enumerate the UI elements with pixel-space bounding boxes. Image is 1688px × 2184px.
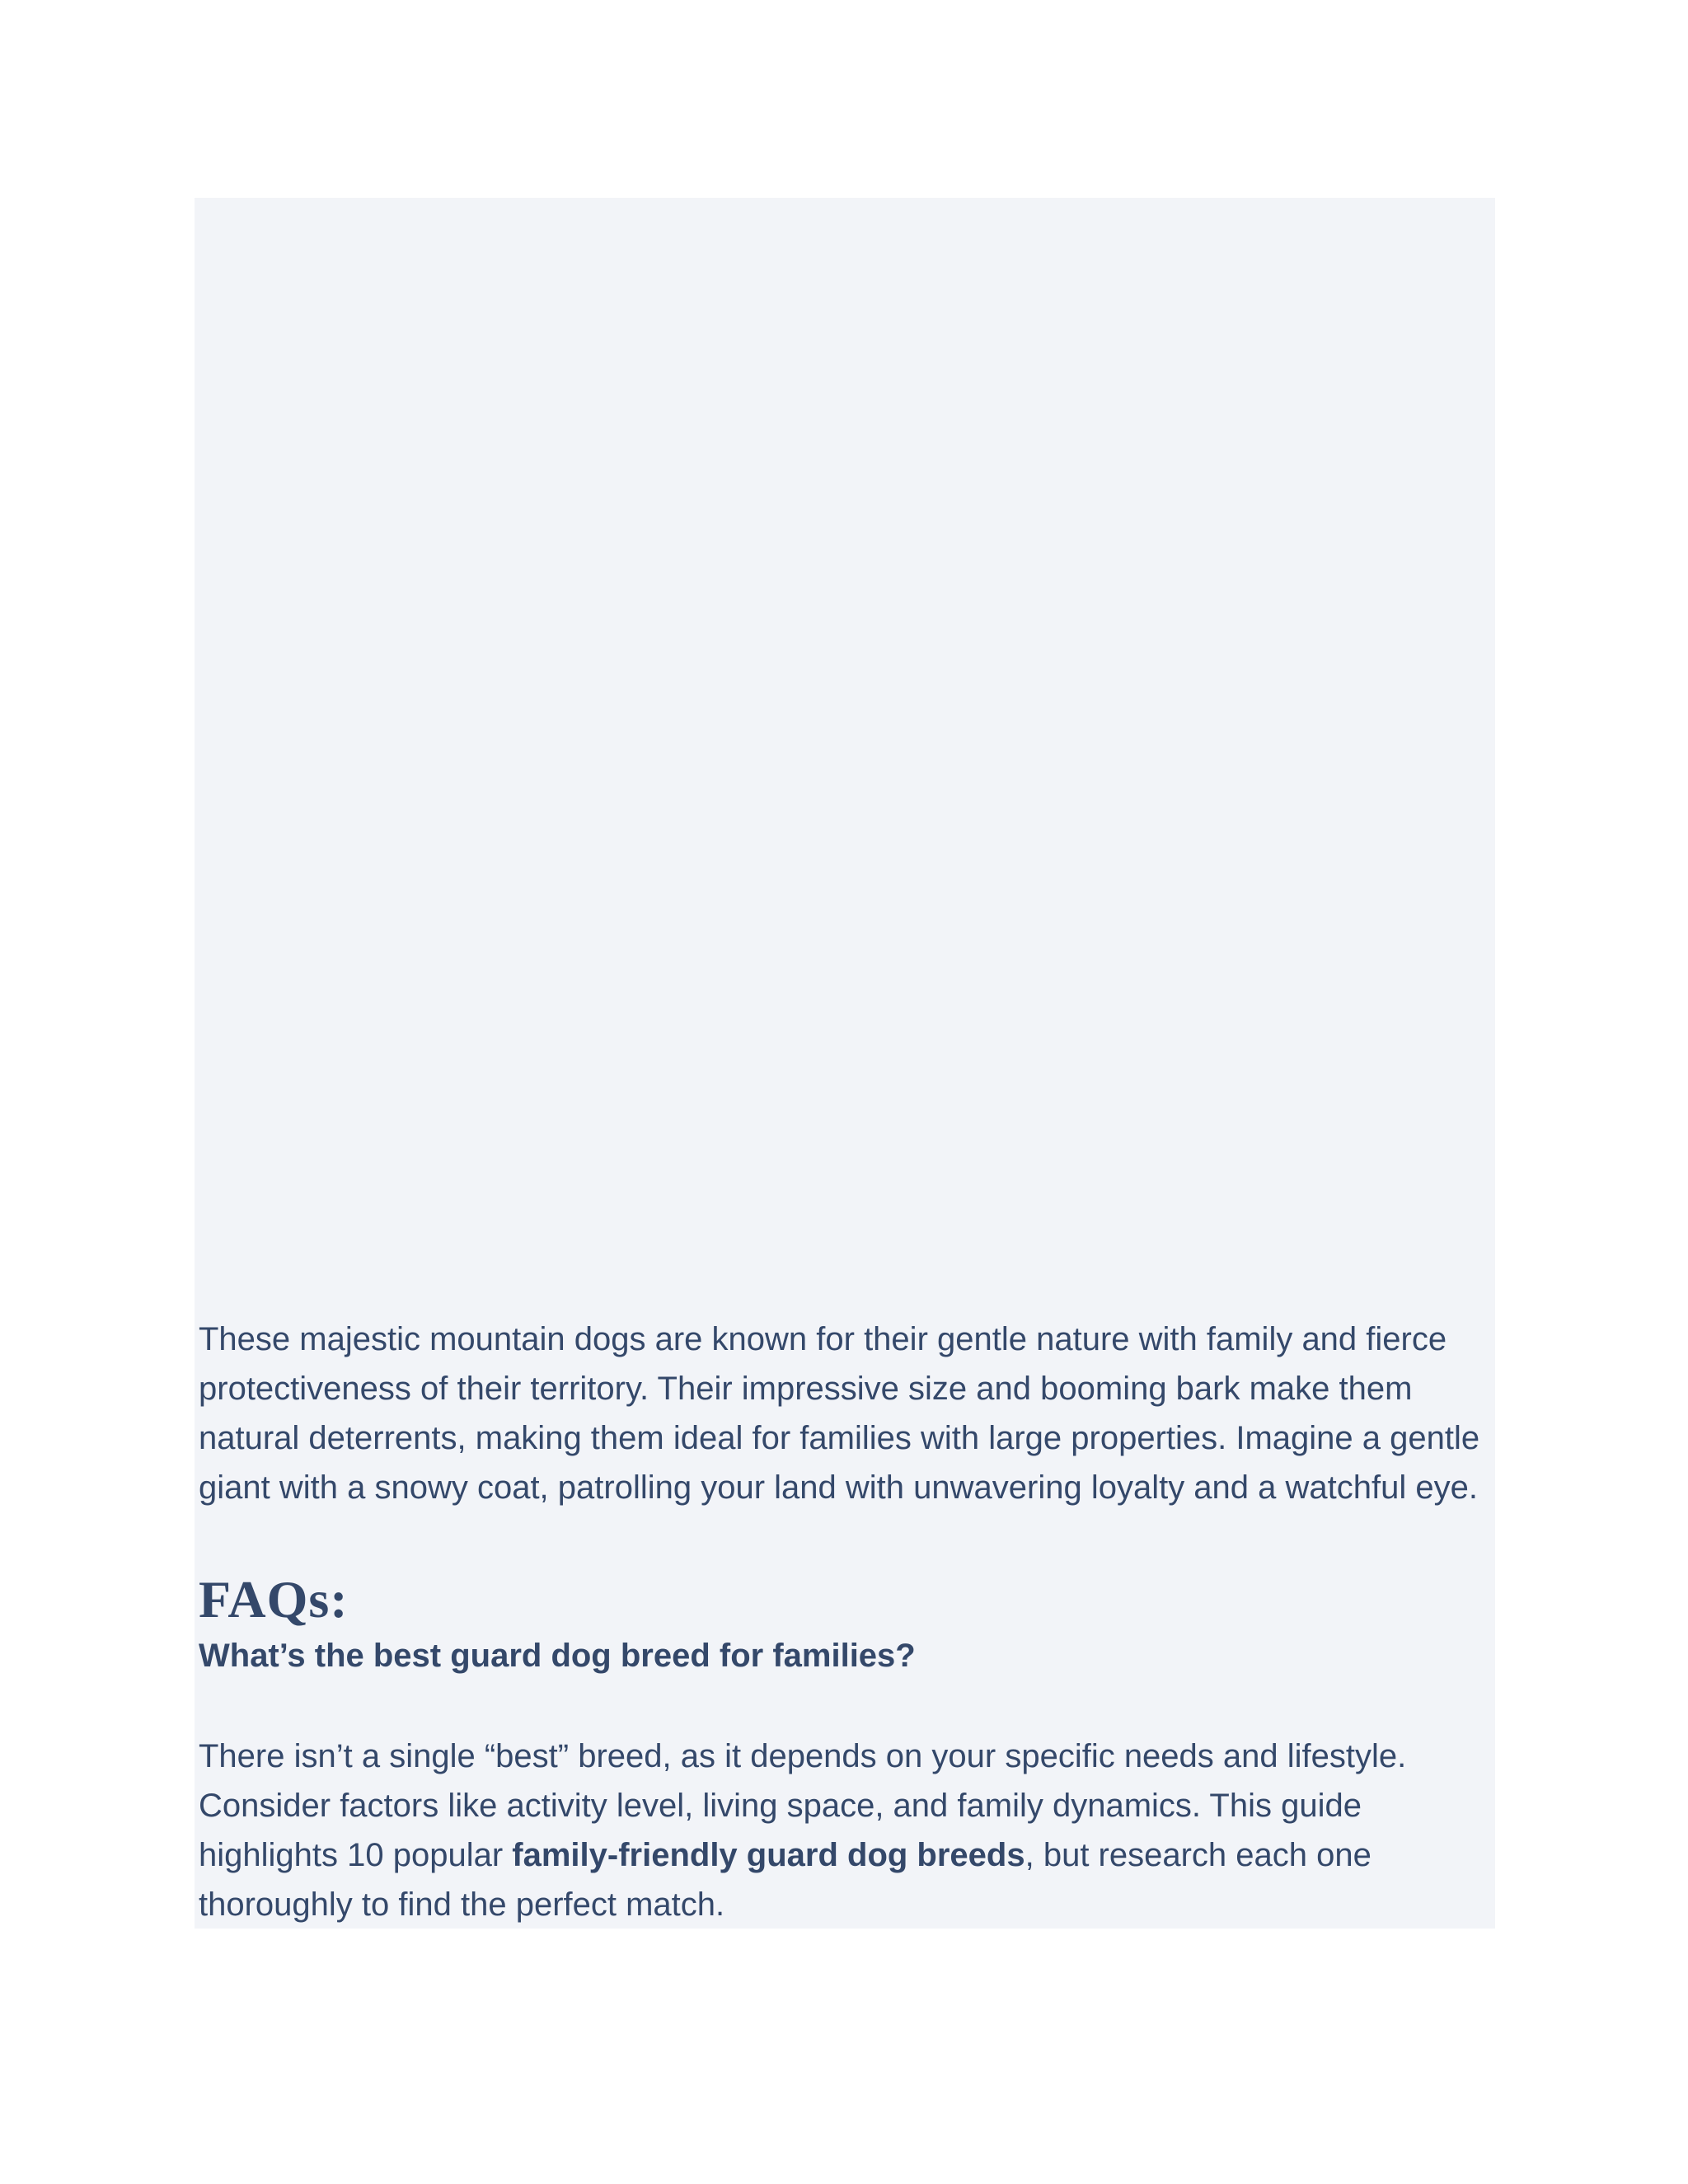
content-panel: [195, 198, 1495, 1929]
intro-line: giant with a snowy coat, patrolling your land with unwavering loyalty and a watchful eye.: [199, 1469, 1478, 1506]
answer-line: There isn’t a single “best” breed, as it depends on your specific needs and lifestyle.: [199, 1738, 1407, 1774]
intro-line: natural deterrents, making them ideal for families with large properties. Imagine a gentle: [199, 1420, 1480, 1456]
faq-heading: FAQs:: [199, 1570, 349, 1629]
intro-line: protectiveness of their territory. Their impressive size and booming bark make them: [199, 1371, 1413, 1407]
answer-line: thoroughly to find the perfect match.: [199, 1886, 725, 1923]
image-area: [195, 198, 1495, 1294]
faq-question: What’s the best guard dog breed for families?: [199, 1638, 916, 1674]
answer-line: Consider factors like activity level, living space, and family dynamics. This guide: [199, 1788, 1362, 1824]
answer-line: [199, 1830, 1517, 1880]
answer-bold-text: family-friendly guard dog breeds: [512, 1837, 1025, 1873]
answer-text: , but research each one: [1025, 1837, 1372, 1873]
answer-text: highlights 10 popular: [199, 1837, 513, 1873]
intro-line: These majestic mountain dogs are known for their gentle nature with family and fierce: [199, 1321, 1447, 1357]
article-text: [199, 1315, 1517, 1929]
faq-answer: [199, 1732, 1517, 1929]
intro-paragraph: [199, 1315, 1517, 1512]
